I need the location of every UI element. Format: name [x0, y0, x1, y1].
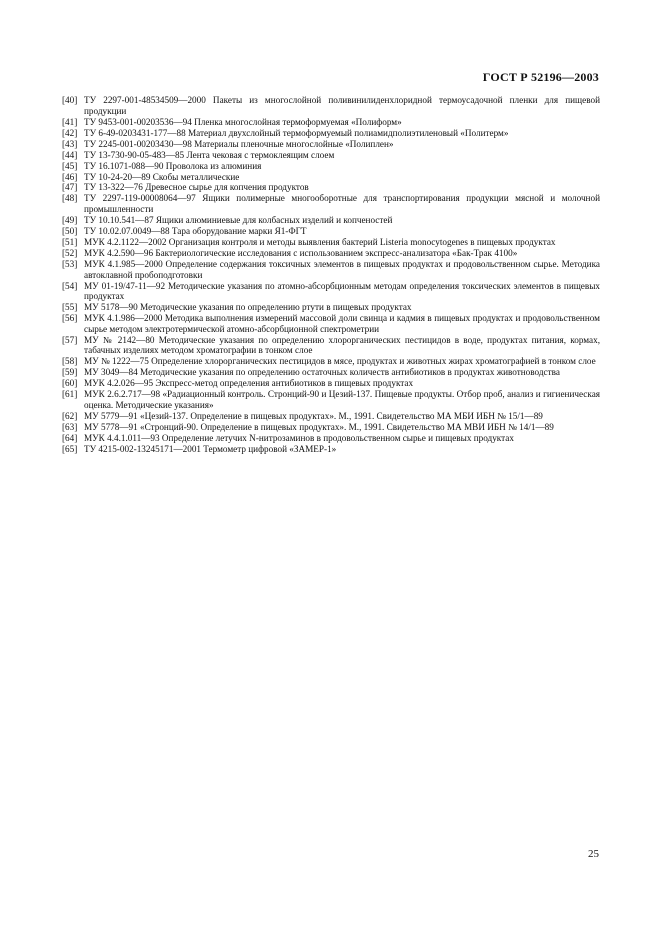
reference-text: ТУ 2297-119-00008064—97 Ящики полимерные многооборотные для транспортирования продукции мясной и молочной промышленности [84, 193, 600, 215]
reference-text: МУ 5178—90 Методические указания по определению ртути в пищевых продуктах [84, 302, 412, 313]
reference-item [62, 182, 600, 193]
reference-number: [52] [62, 248, 78, 258]
reference-item [62, 248, 600, 259]
reference-item [62, 302, 600, 313]
reference-item [62, 444, 600, 455]
reference-number: [57] [62, 334, 78, 345]
reference-number: [51] [62, 237, 78, 248]
reference-number: [63] [62, 421, 78, 432]
reference-text: МУК 4.2.026—95 Экспресс-метод определения антибиотиков в пищевых продуктах [84, 378, 414, 389]
reference-text: ТУ 10.10.541—87 Ящики алюминиевые для колбасных изделий и копченостей [84, 215, 393, 226]
reference-text: ТУ 6-49-0203431-177—88 Материал двухслойный термоформуемый полиамидполиэтиленовый «Политерм» [84, 127, 509, 138]
reference-item [62, 150, 600, 161]
reference-number: [61] [62, 389, 78, 400]
reference-item [62, 411, 600, 422]
reference-item [62, 389, 600, 410]
reference-number: [40] [62, 95, 78, 105]
reference-text: МУК 4.2.590—96 Бактериологические исследования с использованием экспресс-анализатора «Бак-Трак 4100» [84, 248, 518, 258]
reference-text: МУК 4.1.985—2000 Определение содержания токсичных элементов в пищевых продуктах и продовольственном сырье. Методика автоклавной пробоподготовки [84, 258, 600, 280]
page-number: 25 [588, 848, 599, 860]
reference-number: [48] [62, 193, 78, 204]
reference-list [62, 95, 600, 455]
reference-number: [42] [62, 127, 78, 138]
reference-number: [43] [62, 138, 78, 149]
document-header: ГОСТ Р 52196—2003 [482, 70, 599, 84]
reference-item [62, 237, 600, 248]
reference-item [62, 161, 600, 172]
reference-number: [44] [62, 149, 78, 160]
reference-text: МУ № 1222—75 Определение хлорорганических пестицидов в мясе, продуктах и животных жирах хроматографией в тонком слое [84, 356, 596, 367]
reference-text: МУ 01-19/47-11—92 Методические указания по атомно-абсорбционным методам определения токсических элементов в пищевых продуктах [84, 280, 600, 302]
reference-number: [65] [62, 443, 78, 454]
reference-item [62, 139, 600, 150]
reference-item [62, 95, 600, 116]
reference-item [62, 117, 600, 128]
reference-number: [54] [62, 280, 78, 291]
reference-item [62, 367, 600, 378]
reference-text: ТУ 4215-002-13245171—2001 Термометр цифровой «ЗАМЕР-1» [84, 443, 337, 454]
reference-text: ТУ 10-24-20—89 Скобы металлические [84, 171, 240, 182]
reference-item [62, 356, 600, 367]
reference-text: ТУ 10.02.07.0049—88 Тара оборудование марки Я1-ФГТ [84, 226, 307, 237]
reference-item [62, 313, 600, 334]
reference-number: [62] [62, 410, 78, 421]
reference-number: [59] [62, 367, 78, 378]
reference-text: ТУ 13-730-90-05-483—85 Лента чековая с термоклеящим слоем [84, 149, 335, 160]
reference-number: [64] [62, 432, 78, 443]
reference-number: [46] [62, 171, 78, 182]
reference-item [62, 226, 600, 237]
reference-item [62, 281, 600, 302]
reference-number: [56] [62, 313, 78, 324]
reference-number: [45] [62, 160, 78, 171]
reference-item [62, 215, 600, 226]
reference-text: МУК 2.6.2.717—98 «Радиационный контроль. Стронций-90 и Цезий-137. Пищевые продукты. Отбор проб, анализ и гигиеническая оценка. Методические указания» [84, 389, 600, 410]
reference-item [62, 259, 600, 280]
reference-text: МУ № 2142—80 Методические указания по определению хлорорганических пестицидов в воде, продуктах питания, кормах, табачных изделиях методом хроматографии в тонком слое [84, 334, 600, 356]
reference-item [62, 433, 600, 444]
reference-text: ТУ 16.1071-088—90 Проволока из алюминия [84, 160, 262, 171]
reference-item [62, 193, 600, 214]
reference-number: [53] [62, 258, 78, 269]
reference-text: ТУ 9453-001-00203536—94 Пленка многослойная термоформуемая «Полиформ» [84, 116, 402, 127]
reference-number: [58] [62, 356, 78, 367]
reference-number: [47] [62, 182, 78, 193]
reference-text: МУК 4.1.986—2000 Методика выполнения измерений массовой доли свинца и кадмия в пищевых продуктах и продовольственном сырье методом электротермической атомно-абсорбционной спектрометрии [84, 313, 600, 334]
reference-item [62, 422, 600, 433]
reference-item [62, 172, 600, 183]
reference-number: [55] [62, 302, 78, 313]
reference-number: [41] [62, 116, 78, 127]
reference-text: МУ 5778—91 «Стронций-90. Определение в пищевых продуктах». М., 1991. Свидетельство МА МВИ ИБН № 14/1—89 [84, 421, 554, 432]
reference-number: [50] [62, 226, 78, 237]
reference-text: МУК 4.4.1.011—93 Определение летучих N-нитрозаминов в продовольственном сырье и пищевых продуктах [84, 432, 514, 443]
reference-item [62, 378, 600, 389]
reference-text: МУ 5779—91 «Цезий-137. Определение в пищевых продуктах». М., 1991. Свидетельство МА МБИ ИБН № 15/1—89 [84, 410, 543, 421]
reference-item [62, 128, 600, 139]
reference-text: ТУ 2297-001-48534509—2000 Пакеты из многослойной поливинилиденхлоридной термоусадочной пленки для пищевой продукции [84, 95, 600, 116]
reference-item [62, 335, 600, 356]
reference-text: ТУ 2245-001-00203430—98 Материалы пленочные многослойные «Полиплен» [84, 138, 394, 149]
reference-text: МУК 4.2.1122—2002 Организация контроля и методы выявления бактерий Listeria monocytogenes в пищевых продуктах [84, 237, 556, 248]
reference-number: [60] [62, 378, 78, 389]
reference-number: [49] [62, 215, 78, 226]
reference-text: МУ 3049—84 Методические указания по определению остаточных количеств антибиотиков в продуктах животноводства [84, 367, 560, 378]
reference-text: ТУ 13-322—76 Древесное сырье для копчения продуктов [84, 182, 309, 193]
